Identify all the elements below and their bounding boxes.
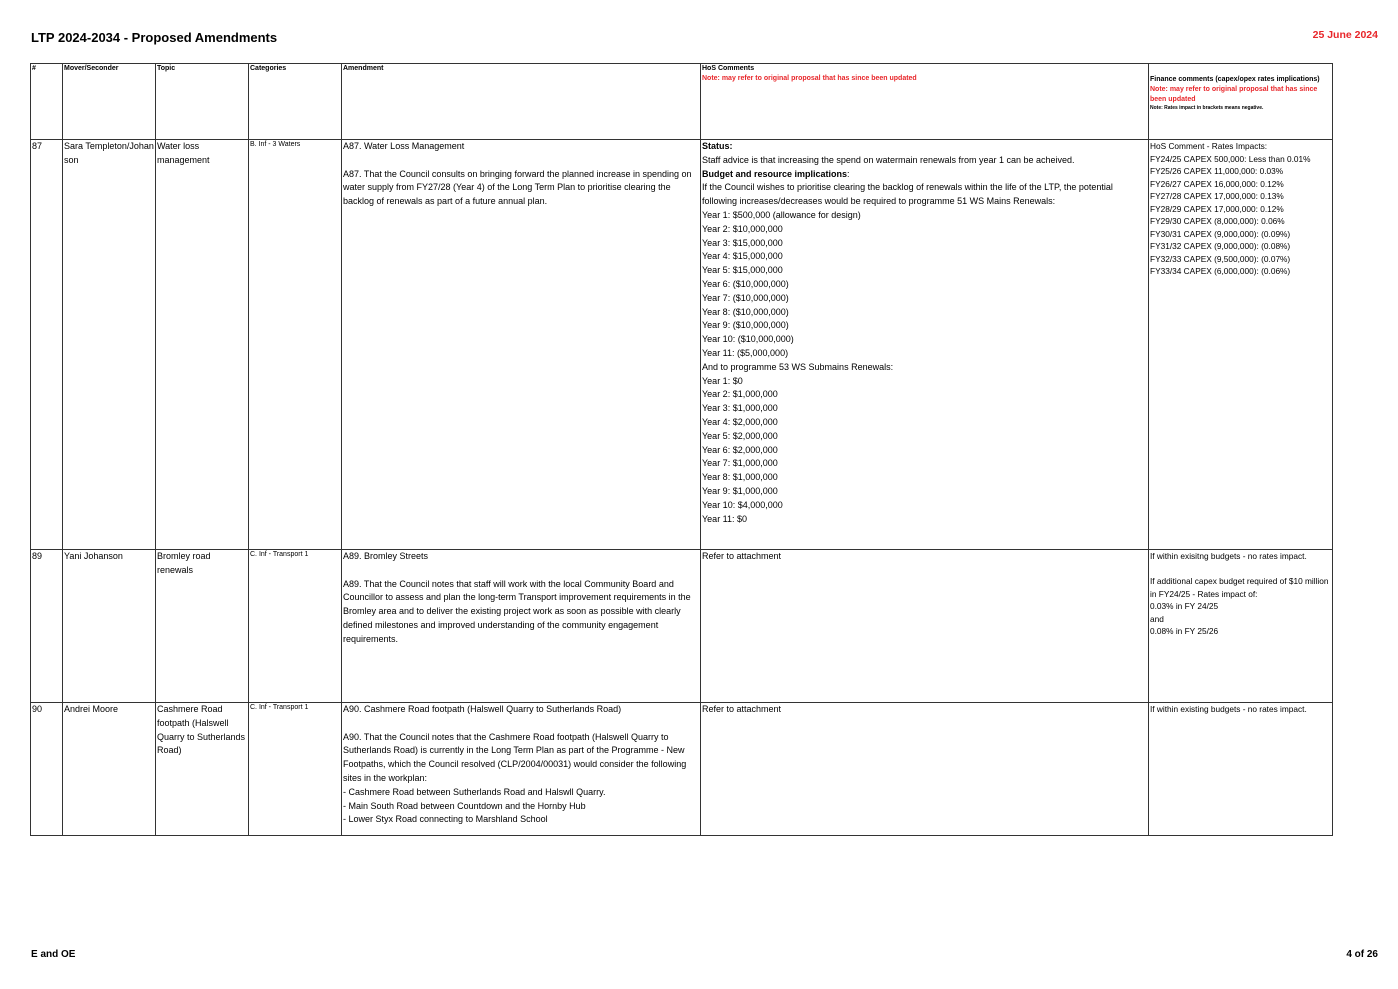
mains-year-9: Year 9: ($10,000,000) [702,320,789,331]
amendment-body: A87. That the Council consults on bringing forward the planned increase in spending on water supply from FY27/28 (Year 4) of the Long Term Plan to prioritise clearing the backlog of renewals as part of a future annual plan. [343,168,692,207]
col-header-finance [1149,64,1333,140]
row-amendment [342,703,701,836]
finance-line: FY24/25 CAPEX 500,000: Less than 0.01% [1150,153,1311,164]
page-number: 4 of 26 [1346,949,1378,960]
finance-line: FY26/27 CAPEX 16,000,000: 0.12% [1150,178,1284,189]
finance-line: FY27/28 CAPEX 17,000,000: 0.13% [1150,191,1284,201]
row-amendment [342,550,701,703]
table-row [31,140,1333,550]
table-row [31,550,1333,703]
finance-line: FY32/33 CAPEX (9,500,000): (0.07%) [1150,253,1291,264]
submains-year-1: Year 1: $0 [702,375,743,386]
col-header-hos [701,64,1149,140]
submains-year-11: Year 11: $0 [702,513,748,524]
amendment-title: A87. Water Loss Management [343,141,465,151]
row-category: B. Inf - 3 Waters [249,140,342,550]
col-header-amendment: Amendment [342,64,701,140]
row-hos-comments: Refer to attachment [701,703,1149,836]
amendments-table [30,63,1333,836]
finance-line: and [1150,613,1164,624]
row-topic: Water loss management [156,140,249,550]
row-amendment [342,140,701,550]
finance-line: 0.03% in FY 24/25 [1150,601,1219,611]
hos-submains-label: And to programme 53 WS Submains Renewals: [702,361,894,372]
mains-year-3: Year 3: $15,000,000 [702,237,783,248]
mains-year-2: Year 2: $10,000,000 [702,223,783,234]
submains-year-4: Year 4: $2,000,000 [702,416,778,427]
row-category: C. Inf - Transport 1 [249,550,342,703]
amendment-item: - Lower Styx Road connecting to Marshland School [343,814,548,825]
finance-header-note: Note: may refer to original proposal that has since been updated [1150,86,1318,103]
finance-line: If additional capex budget required of $10 million in FY24/25 - Rates impact of: [1150,576,1329,599]
mains-year-11: Year 11: ($5,000,000) [702,347,789,358]
finance-line: FY25/26 CAPEX 11,000,000: 0.03% [1150,166,1284,176]
hos-header-note: Note: may refer to original proposal that has since been updated [702,75,917,82]
mains-year-5: Year 5: $15,000,000 [702,265,783,276]
submains-year-3: Year 3: $1,000,000 [702,403,778,414]
finance-header-small-note: Note: Rates impact in brackets means negative. [1150,105,1264,111]
hos-header-label: HoS Comments [702,65,755,72]
amendment-title: A90. Cashmere Road footpath (Halswell Quarry to Sutherlands Road) [343,704,622,714]
submains-year-9: Year 9: $1,000,000 [702,485,778,496]
finance-line: FY28/29 CAPEX 17,000,000: 0.12% [1150,203,1284,214]
amendment-title: A89. Bromley Streets [343,551,429,561]
finance-line: FY29/30 CAPEX (8,000,000): 0.06% [1150,216,1285,226]
submains-year-5: Year 5: $2,000,000 [702,430,778,441]
hos-budget-text: If the Council wishes to prioritise clearing the backlog of renewals within the life of the LTP, the potential following increases/decreases would be required to programme 51 WS Mains Renewals: [702,182,1113,207]
submains-year-7: Year 7: $1,000,000 [702,458,778,469]
submains-year-8: Year 8: $1,000,000 [702,472,778,483]
row-hos-comments: Refer to attachment [701,550,1149,703]
row-hos-comments [701,140,1149,550]
col-header-topic: Topic [156,64,249,140]
row-finance [1149,550,1333,703]
finance-line: 0.08% in FY 25/26 [1150,626,1219,636]
mains-year-6: Year 6: ($10,000,000) [702,278,789,289]
amendment-item: - Cashmere Road between Sutherlands Road and Halswll Quarry. [343,786,606,797]
row-num: 89 [31,550,63,703]
row-mover: Sara Templeton/Johanson [63,140,156,550]
row-mover: Andrei Moore [63,703,156,836]
finance-line: FY33/34 CAPEX (6,000,000): (0.06%) [1150,266,1291,276]
row-mover: Yani Johanson [63,550,156,703]
row-finance [1149,140,1333,550]
col-header-mover: Mover/Seconder [63,64,156,140]
table-header-row [31,64,1333,140]
mains-year-4: Year 4: $15,000,000 [702,251,783,262]
row-num: 90 [31,703,63,836]
finance-line: If within exisitng budgets - no rates impact. [1150,551,1307,561]
mains-year-8: Year 8: ($10,000,000) [702,306,789,317]
footer-disclaimer: E and OE [31,949,76,960]
mains-year-10: Year 10: ($10,000,000) [702,334,794,345]
page-date: 25 June 2024 [1312,29,1378,41]
finance-header-label: Finance comments (capex/opex rates implications) [1150,76,1320,83]
finance-line: FY31/32 CAPEX (9,000,000): (0.08%) [1150,241,1291,251]
amendment-body: A89. That the Council notes that staff will work with the local Community Board and Councillor to assess and plan the long-term Transport improvement requirements in the Bromley area and to deliver the existing project work as soon as possible with clearly defined milestones and improved understanding of the community engagement requirements. [343,578,691,644]
hos-status-text: Staff advice is that increasing the spend on watermain renewals from year 1 can be acheived. [702,154,1075,165]
row-finance [1149,703,1333,836]
row-category: C. Inf - Transport 1 [249,703,342,836]
row-topic: Bromley road renewals [156,550,249,703]
submains-year-10: Year 10: $4,000,000 [702,499,783,510]
finance-line: HoS Comment - Rates Impacts: [1150,141,1268,151]
finance-line: If within existing budgets - no rates impact. [1150,704,1307,714]
mains-year-7: Year 7: ($10,000,000) [702,292,789,303]
col-header-num: # [31,64,63,140]
col-header-categories: Categories [249,64,342,140]
submains-year-2: Year 2: $1,000,000 [702,389,778,400]
row-topic: Cashmere Road footpath (Halswell Quarry to Sutherlands Road) [156,703,249,836]
amendment-item: - Main South Road between Countdown and the Hornby Hub [343,800,586,811]
amendment-body: A90. That the Council notes that the Cashmere Road footpath (Halswell Quarry to Sutherlands Road) is currently in the Long Term Plan as part of the Programme - New Footpaths, which the Council resolved (CLP/2004/00031) would consider the following sites in the workplan: [343,731,687,783]
submains-year-6: Year 6: $2,000,000 [702,444,778,455]
hos-budget-colon: : [847,168,850,179]
mains-year-1: Year 1: $500,000 (allowance for design) [702,209,861,220]
row-num: 87 [31,140,63,550]
hos-budget-label: Budget and resource implications [702,168,848,179]
hos-status-label: Status: [702,141,733,151]
table-row [31,703,1333,836]
finance-line: FY30/31 CAPEX (9,000,000): (0.09%) [1150,228,1291,239]
page-title: LTP 2024-2034 - Proposed Amendments [31,30,278,45]
